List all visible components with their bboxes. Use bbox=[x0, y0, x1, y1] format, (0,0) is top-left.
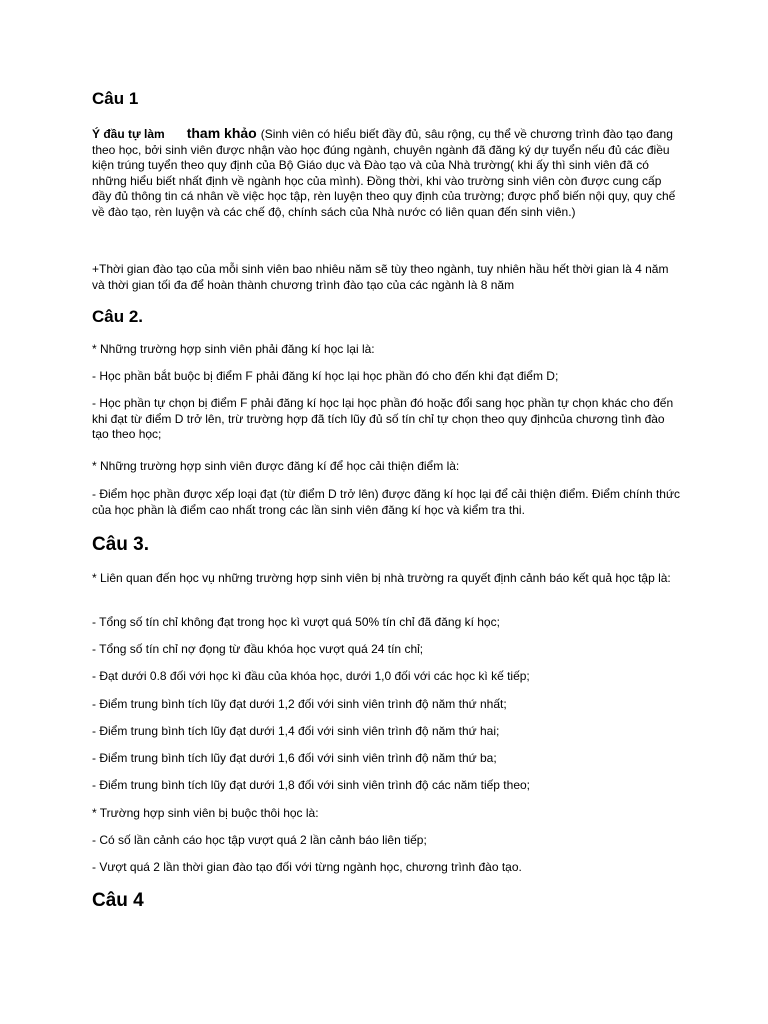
cau-1-paragraph-1 bbox=[92, 126, 682, 221]
cau-3-item: - Đạt dưới 0.8 đối với học kì đầu của khóa học, dưới 1,0 đối với các học kì kế tiếp; bbox=[92, 669, 530, 683]
heading-cau-2: Câu 2. bbox=[92, 307, 144, 326]
cau-1-tag: tham khảo bbox=[186, 125, 257, 141]
heading-cau-3: Câu 3. bbox=[92, 534, 150, 555]
cau-3-item: - Vượt quá 2 lần thời gian đào tạo đối với từng ngành học, chương trình đào tạo. bbox=[92, 860, 522, 874]
cau-3-intro: * Liên quan đến học vụ những trường hợp sinh viên bị nhà trường ra quyết định cảnh báo kết quả học tập là: bbox=[92, 571, 671, 585]
heading-cau-4: Câu 4 bbox=[92, 890, 144, 911]
cau-3-item: - Điểm trung bình tích lũy đạt dưới 1,8 đối với sinh viên trình độ các năm tiếp theo; bbox=[92, 778, 530, 792]
cau-3-item: - Điểm trung bình tích lũy đạt dưới 1,4 đối với sinh viên trình độ năm thứ hai; bbox=[92, 724, 500, 738]
heading-cau-1: Câu 1 bbox=[92, 89, 139, 108]
cau-3-item: - Tổng số tín chỉ không đạt trong học kì vượt quá 50% tín chỉ đã đăng kí học; bbox=[92, 615, 500, 629]
cau-2-paragraph-1: * Những trường hợp sinh viên phải đăng kí học lại là: bbox=[92, 342, 375, 356]
cau-3-item: - Điểm trung bình tích lũy đạt dưới 1,6 đối với sinh viên trình độ năm thứ ba; bbox=[92, 751, 497, 765]
cau-2-paragraph-4: * Những trường hợp sinh viên được đăng kí để học cải thiện điểm là: bbox=[92, 459, 460, 473]
cau-3-item: - Tổng số tín chỉ nợ đọng từ đầu khóa học vượt quá 24 tín chỉ; bbox=[92, 642, 424, 656]
cau-2-paragraph-3: - Học phần tự chọn bị điểm F phải đăng kí học lại học phần đó hoặc đổi sang học phần tự chọn khác cho đến khi đạt từ điểm D trở lên, trừ trường hợp đã tích lũy đủ số tín chỉ tự chọn theo quy địnhcủa chương tình đào tạo theo học; bbox=[92, 396, 674, 442]
cau-3-item: - Điểm trung bình tích lũy đạt dưới 1,2 đối với sinh viên trình độ năm thứ nhất; bbox=[92, 697, 507, 711]
cau-2-paragraph-2: - Học phần bắt buộc bị điểm F phải đăng kí học lại học phần đó cho đến khi đạt điểm D; bbox=[92, 369, 559, 383]
cau-2-paragraph-5: - Điểm học phần được xếp loại đạt (từ điểm D trở lên) được đăng kí học lại để cải thiện điểm. Điểm chính thức của học phần là điểm cao nhất trong các lần sinh viên đăng kí học và kiểm tra thi. bbox=[92, 487, 680, 517]
cau-3-item: * Trường hợp sinh viên bị buộc thôi học là: bbox=[92, 806, 319, 820]
cau-1-paragraph-2: +Thời gian đào tạo của mỗi sinh viên bao nhiêu năm sẽ tùy theo ngành, tuy nhiên hầu hết thời gian là 4 năm và thời gian tối đa để hoàn thành chương trình đào tạo của các ngành là 8 năm bbox=[92, 262, 669, 292]
cau-1-lead: Ý đầu tự làm bbox=[92, 127, 165, 141]
cau-3-item: - Có số lần cảnh cáo học tập vượt quá 2 lần cảnh báo liên tiếp; bbox=[92, 833, 427, 847]
cau-1-body: (Sinh viên có hiểu biết đầy đủ, sâu rộng, cụ thể về chương trình đào tạo đang theo học, bởi sinh viên được nhận vào học đúng ngành, chuyên ngành đã đăng ký dự tuyển nếu đủ các điều kiện trúng tuyển theo quy định của Bộ Giáo dục và Đào tạo và của Nhà trường( khi ấy thì sinh viên đã có những hiểu biết nhất định về ngành học của mình). Đồng thời, khi vào trường sinh viên còn được cung cấp đầy đủ thông tin cá nhân về việc học tập, rèn luyện theo quy định của trường; được phổ biến nội quy, quy chế về đào tạo, rèn luyện và các chế độ, chính sách của Nhà nước có liên quan đến sinh viên.) bbox=[92, 127, 676, 219]
